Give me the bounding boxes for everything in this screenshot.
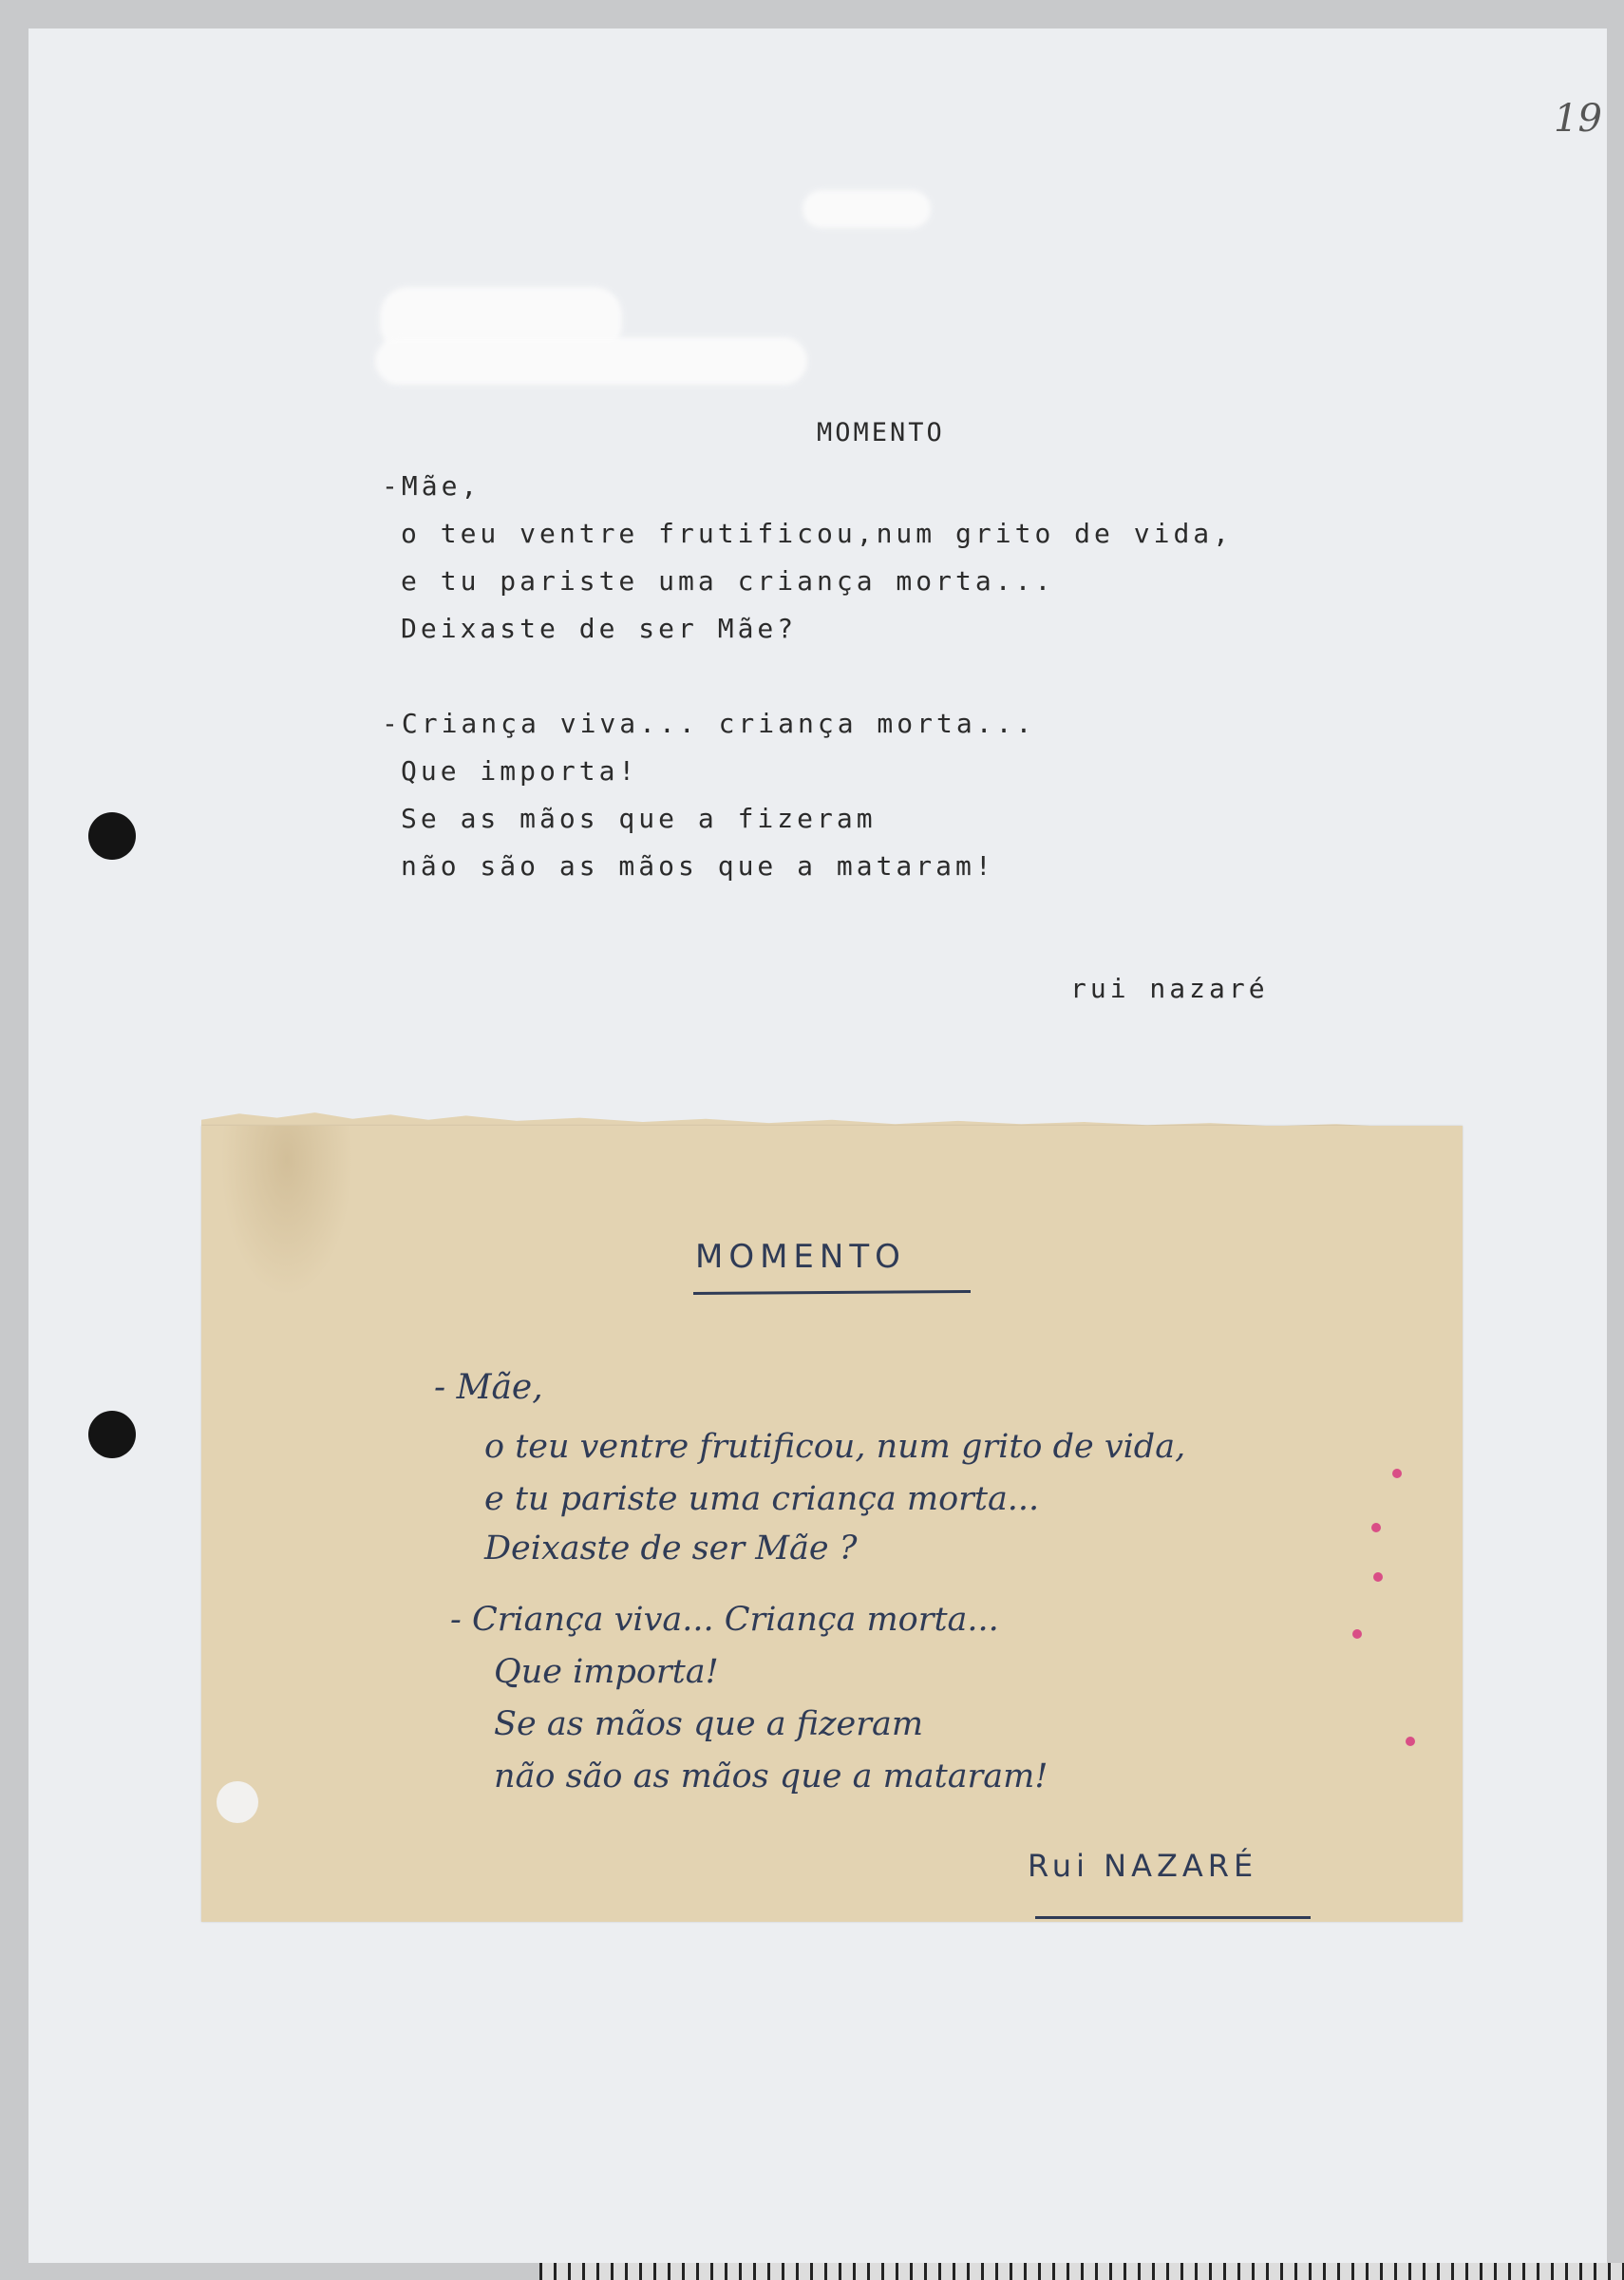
handwritten-poem-line: - Mãe,: [434, 1368, 543, 1407]
typed-poem-line: Se as mãos que a fizeram: [401, 803, 877, 834]
correction-dot: [1371, 1523, 1381, 1532]
clipping-punch-hole: [217, 1781, 258, 1823]
whiteout-correction: [375, 337, 807, 385]
typed-poem-line: o teu ventre frutificou,num grito de vida,: [401, 518, 1234, 549]
handwritten-poem-line: - Criança viva... Criança morta...: [450, 1601, 999, 1639]
handwritten-poem-line: não são as mãos que a mataram!: [494, 1758, 1048, 1796]
handwritten-clipping: [201, 1126, 1463, 1922]
handwritten-poem-line: e tu pariste uma criança morta...: [484, 1480, 1040, 1518]
typed-poem-title: MOMENTO: [817, 418, 945, 447]
punch-hole: [88, 812, 136, 860]
handwritten-poem-line: Se as mãos que a fizeram: [494, 1705, 924, 1743]
correction-dot: [1406, 1737, 1415, 1746]
signature-underline: [1035, 1916, 1311, 1919]
title-underline: [693, 1290, 971, 1295]
clipping-stain: [220, 1126, 353, 1297]
typed-poem-line: Deixaste de ser Mãe?: [401, 613, 798, 644]
correction-dot: [1392, 1469, 1402, 1478]
typed-poem-line: -Mãe,: [382, 470, 482, 502]
typed-poem-line: Que importa!: [401, 755, 639, 787]
handwritten-poem-title: MOMENTO: [695, 1238, 906, 1276]
typed-poem-line: e tu pariste uma criança morta...: [401, 565, 1055, 597]
typed-poem-line: não são as mãos que a mataram!: [401, 850, 995, 882]
punch-hole: [88, 1411, 136, 1458]
page-number: 19: [1554, 97, 1602, 141]
handwritten-poem-line: Deixaste de ser Mãe ?: [484, 1530, 858, 1568]
handwritten-poem-line: Que importa!: [494, 1653, 719, 1691]
correction-dot: [1373, 1572, 1383, 1582]
whiteout-correction: [803, 190, 931, 228]
correction-dot: [1352, 1629, 1362, 1639]
typed-author: rui nazaré: [1070, 973, 1269, 1004]
handwritten-author: Rui NAZARÉ: [1028, 1848, 1258, 1884]
handwritten-poem-line: o teu ventre frutificou, num grito de vida,: [484, 1428, 1186, 1466]
scale-ruler: [539, 2263, 1624, 2280]
typed-poem-line: -Criança viva... criança morta...: [382, 708, 1036, 739]
